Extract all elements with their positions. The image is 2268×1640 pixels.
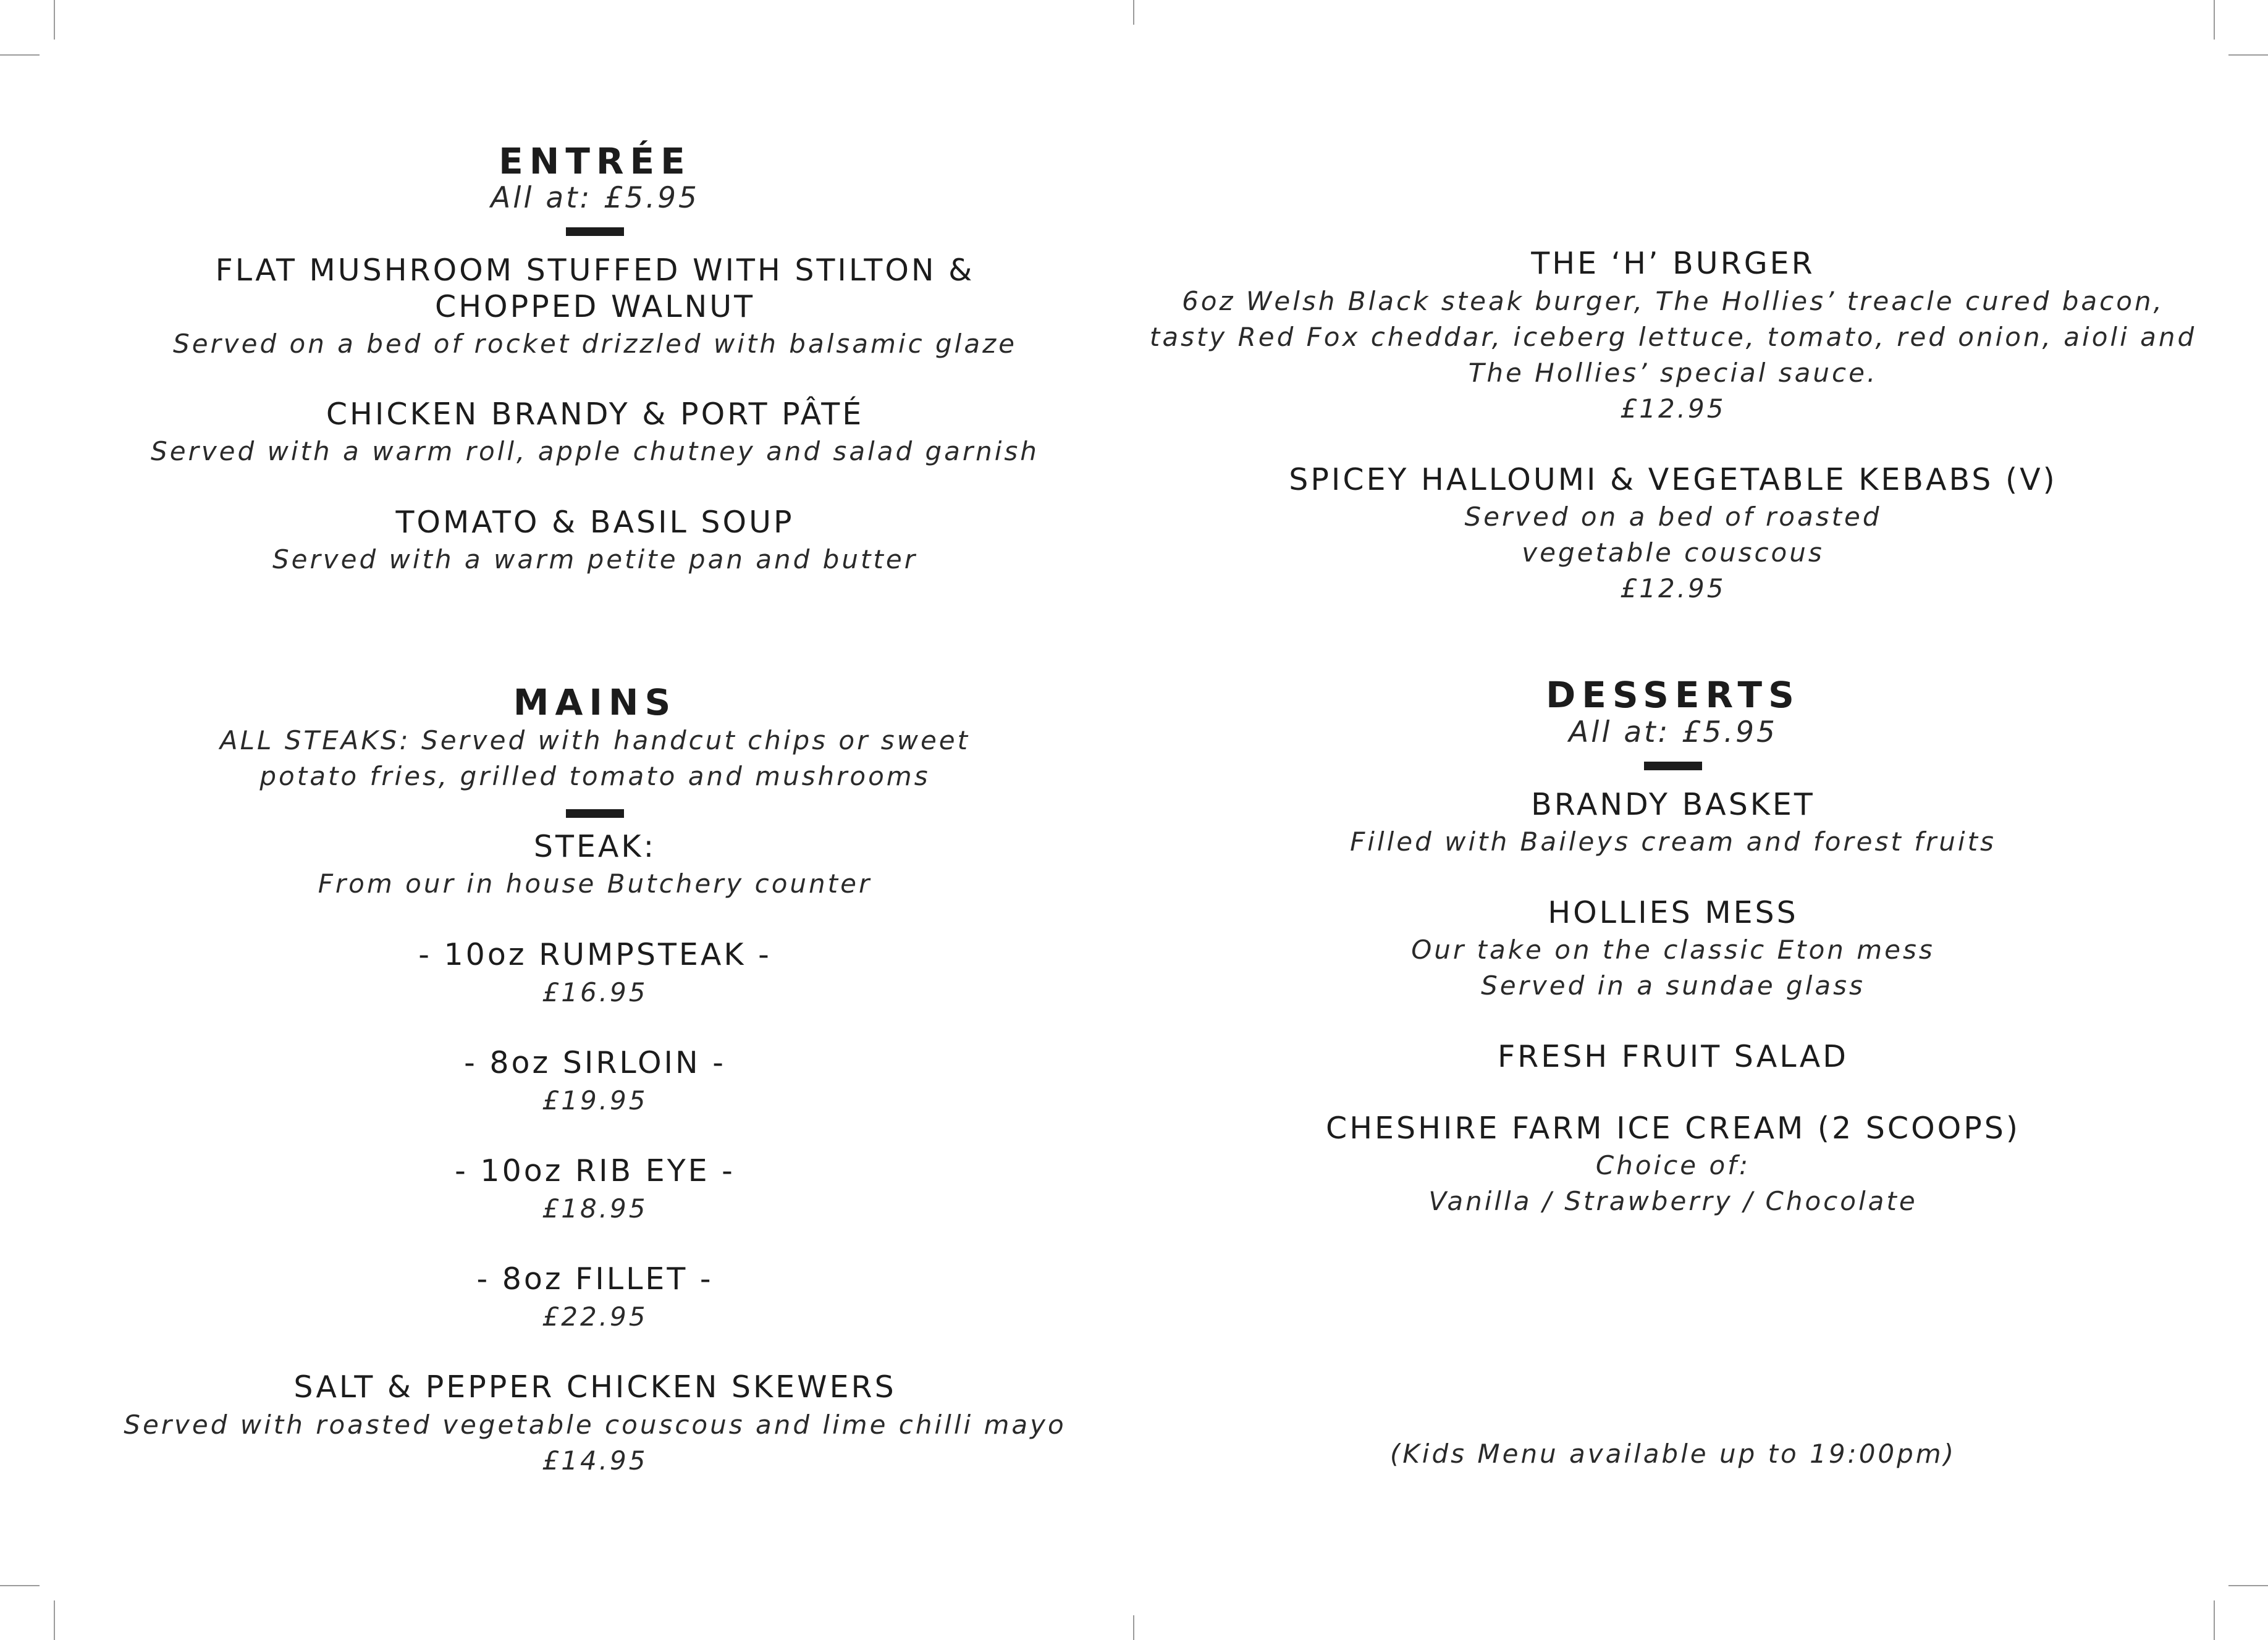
menu-item-description: Choice of: (1595, 1150, 1751, 1180)
menu-item-description: Served on a bed of roasted (1464, 502, 1882, 532)
mains-divider (566, 809, 624, 818)
menu-item-description: Served with roasted vegetable couscous and lime chilli mayo (124, 1410, 1066, 1440)
steak-heading: STEAK: (533, 829, 657, 864)
entree-price-note: All at: £5.95 (491, 181, 699, 215)
steak-item-name: - 8oz FILLET - (476, 1261, 714, 1297)
desserts-heading: DESSERTS (1546, 674, 1800, 716)
steak-item-name: - 10oz RIB EYE - (455, 1153, 735, 1188)
menu-item-description: Served with a warm petite pan and butter (272, 544, 917, 574)
menu-item-description: Served with a warm roll, apple chutney and salad garnish (151, 436, 1039, 466)
steak-item-price: £16.95 (542, 977, 648, 1007)
crop-mark (0, 1585, 40, 1586)
crop-mark (0, 54, 40, 56)
mains-note: potato fries, grilled tomato and mushrooms (259, 761, 930, 791)
menu-item-description: tasty Red Fox cheddar, iceberg lettuce, tomato, red onion, aioli and (1149, 322, 2197, 352)
steak-item-name: - 8oz SIRLOIN - (464, 1045, 726, 1080)
menu-item-name: FLAT MUSHROOM STUFFED WITH STILTON & (215, 253, 975, 288)
menu-item-description: The Hollies’ special sauce. (1468, 358, 1878, 388)
menu-item-name: HOLLIES MESS (1548, 895, 1798, 930)
menu-item-name: THE ‘H’ BURGER (1531, 246, 1815, 281)
crop-mark (2228, 1585, 2268, 1586)
menu-item-description: Served in a sundae glass (1481, 970, 1865, 1001)
crop-mark (54, 1600, 55, 1640)
entree-divider (566, 227, 624, 236)
crop-mark (2228, 54, 2268, 56)
menu-item-price: £12.95 (1620, 393, 1726, 424)
menu-item-description: Our take on the classic Eton mess (1411, 935, 1935, 965)
menu-item-name: SALT & PEPPER CHICKEN SKEWERS (293, 1369, 896, 1405)
crop-mark (2214, 0, 2215, 40)
menu-item-name: CHESHIRE FARM ICE CREAM (2 SCOOPS) (1326, 1111, 2020, 1146)
crop-mark (1133, 0, 1134, 25)
steak-item-price: £19.95 (542, 1085, 648, 1116)
crop-mark (1133, 1615, 1134, 1640)
menu-item-name: CHICKEN BRANDY & PORT PÂTÉ (326, 397, 864, 432)
menu-item-name: FRESH FRUIT SALAD (1498, 1039, 1849, 1074)
menu-item-name: BRANDY BASKET (1531, 787, 1815, 822)
menu-item-name: SPICEY HALLOUMI & VEGETABLE KEBABS (V) (1289, 462, 2057, 497)
menu-item-price: £14.95 (542, 1445, 648, 1476)
menu-item-price: £12.95 (1620, 573, 1726, 603)
menu-item-description: 6oz Welsh Black steak burger, The Hollies’ treacle cured bacon, (1182, 286, 2164, 316)
mains-note: ALL STEAKS: Served with handcut chips or sweet (219, 725, 971, 755)
kids-menu-note: (Kids Menu available up to 19:00pm) (1389, 1439, 1957, 1469)
menu-item-name: CHOPPED WALNUT (434, 289, 756, 324)
steak-item-price: £18.95 (542, 1193, 648, 1224)
desserts-price-note: All at: £5.95 (1569, 715, 1777, 749)
menu-item-description: vegetable couscous (1522, 537, 1824, 568)
steak-note: From our in house Butchery counter (318, 868, 872, 899)
menu-item-description: Served on a bed of rocket drizzled with balsamic glaze (173, 329, 1017, 359)
crop-mark (54, 0, 55, 40)
mains-heading: MAINS (513, 681, 677, 723)
steak-item-price: £22.95 (542, 1301, 648, 1332)
menu-item-name: TOMATO & BASIL SOUP (395, 505, 795, 540)
desserts-divider (1644, 762, 1702, 770)
menu-item-description: Filled with Baileys cream and forest fruits (1350, 826, 1996, 857)
crop-mark (2214, 1600, 2215, 1640)
menu-item-description: Vanilla / Strawberry / Chocolate (1428, 1186, 1918, 1216)
steak-item-name: - 10oz RUMPSTEAK - (418, 937, 772, 972)
entree-heading: ENTRÉE (499, 140, 691, 182)
